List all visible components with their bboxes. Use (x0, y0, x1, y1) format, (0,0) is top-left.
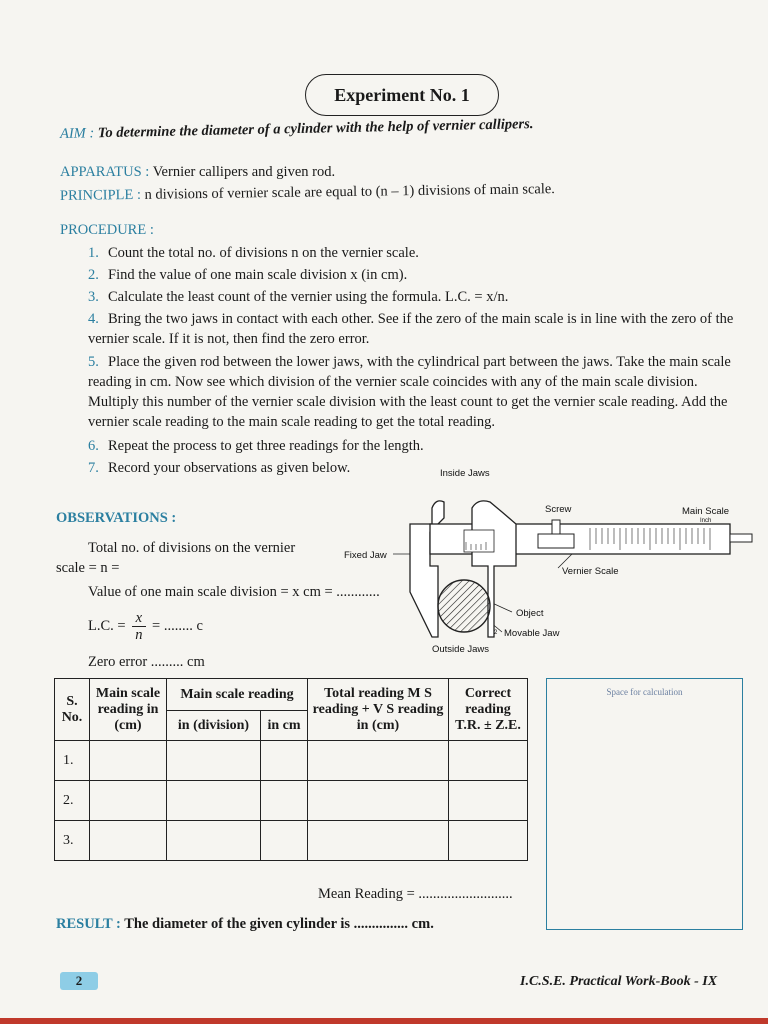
table-row (55, 781, 528, 821)
vernier-scale-label: Vernier Scale (562, 566, 619, 577)
lc-value: = ........ c (152, 618, 203, 634)
apparatus-label: APPARATUS : (60, 164, 150, 180)
result-label: RESULT : (56, 916, 121, 932)
total-reading-header: Total reading M S reading + V S reading in (cm) (308, 679, 449, 741)
main-scale-reading-header: Main scale reading in (cm) (90, 679, 167, 741)
row-number: 3. (55, 821, 90, 861)
lc-fraction: $\frac{x}{n}$ (132, 610, 146, 643)
correct-reading-header: Correct reading T.R. ± Z.E. (449, 679, 528, 741)
least-count-formula (88, 610, 203, 643)
book-title: I.C.S.E. Practical Work-Book - IX (520, 974, 718, 989)
bottom-edge-strip (0, 1018, 768, 1024)
procedure-step: 6. Repeat the process to get three readings for the length. (88, 438, 424, 454)
procedure-step: 5. Place the given rod between the lower jaws, with the cylindrical part between the jaws. Take the main scale reading in cm. Now see which division of the vernier scale coincides with any of the main scale division. Multiply this number of the vernier scale division with the least count to get the vernier scale reading. Add the vernier scale reading to the main scale reading to get the total reading. (88, 354, 731, 430)
in-division-header: in (division) (167, 711, 261, 741)
page-number: 2 (60, 972, 98, 990)
main-scale-label: Main Scale (682, 506, 729, 517)
mean-reading-line: Mean Reading = .......................... (318, 886, 513, 902)
screw-label: Screw (545, 504, 572, 515)
table-row (55, 741, 528, 781)
row-number: 2. (55, 781, 90, 821)
observations-heading: OBSERVATIONS : (56, 510, 177, 526)
principle-text: n divisions of vernier scale are equal to (n – 1) divisions of main scale. (140, 181, 555, 203)
vernier-scale-n: scale = n = (56, 560, 120, 576)
observation-table (54, 678, 528, 861)
procedure-step: 7. Record your observations as given below. (88, 460, 351, 476)
experiment-title: Experiment No. 1 (305, 74, 499, 116)
aim-text: To determine the diameter of a cylinder with the help of vernier callipers. (94, 116, 534, 142)
in-cm-header: in cm (261, 711, 308, 741)
principle-label: PRINCIPLE : (59, 186, 142, 204)
lc-label: L.C. = (88, 618, 126, 634)
sno-header: S. No. (55, 679, 90, 741)
aim-line (60, 114, 534, 144)
aim-label: AIM : (59, 125, 95, 142)
main-scale-reading-group-header: Main scale reading (167, 679, 308, 711)
apparatus-line (60, 162, 335, 182)
j2-label: 2 (494, 630, 498, 636)
inch-label: Inch (700, 518, 712, 524)
object-label: Object (516, 608, 544, 619)
principle-line (60, 179, 555, 206)
calculation-space-box (546, 678, 743, 930)
zero-error-line: Zero error ......... cm (88, 654, 205, 670)
total-divisions-line: Total no. of divisions on the vernier (88, 540, 296, 556)
msd-line: Value of one main scale division = x cm = ............ (88, 584, 380, 600)
procedure-step: 1. Count the total no. of divisions n on the vernier scale. (88, 245, 419, 261)
calculation-space-label: Space for calculation (606, 687, 683, 697)
apparatus-text: Vernier callipers and given rod. (149, 164, 336, 180)
result-line (56, 914, 434, 934)
procedure-step: 2. Find the value of one main scale division x (in cm). (88, 267, 408, 283)
fixed-jaw-label: Fixed Jaw (344, 550, 387, 561)
procedure-heading: PROCEDURE : (60, 222, 154, 238)
vernier-calliper-diagram (340, 462, 755, 662)
table-row (55, 821, 528, 861)
movable-jaw-label: Movable Jaw (504, 628, 560, 639)
result-text: The diameter of the given cylinder is ............... cm. (120, 916, 434, 932)
row-number: 1. (55, 741, 90, 781)
outside-jaws-label: Outside Jaws (432, 644, 490, 655)
procedure-step: 4. Bring the two jaws in contact with each other. See if the zero of the main scale is in line with the zero of the vernier scale. If it is not, then find the zero error. (88, 311, 734, 347)
inside-jaws-label: Inside Jaws (440, 468, 490, 479)
procedure-step: 3. Calculate the least count of the vernier using the formula. L.C. = x/n. (88, 289, 509, 305)
